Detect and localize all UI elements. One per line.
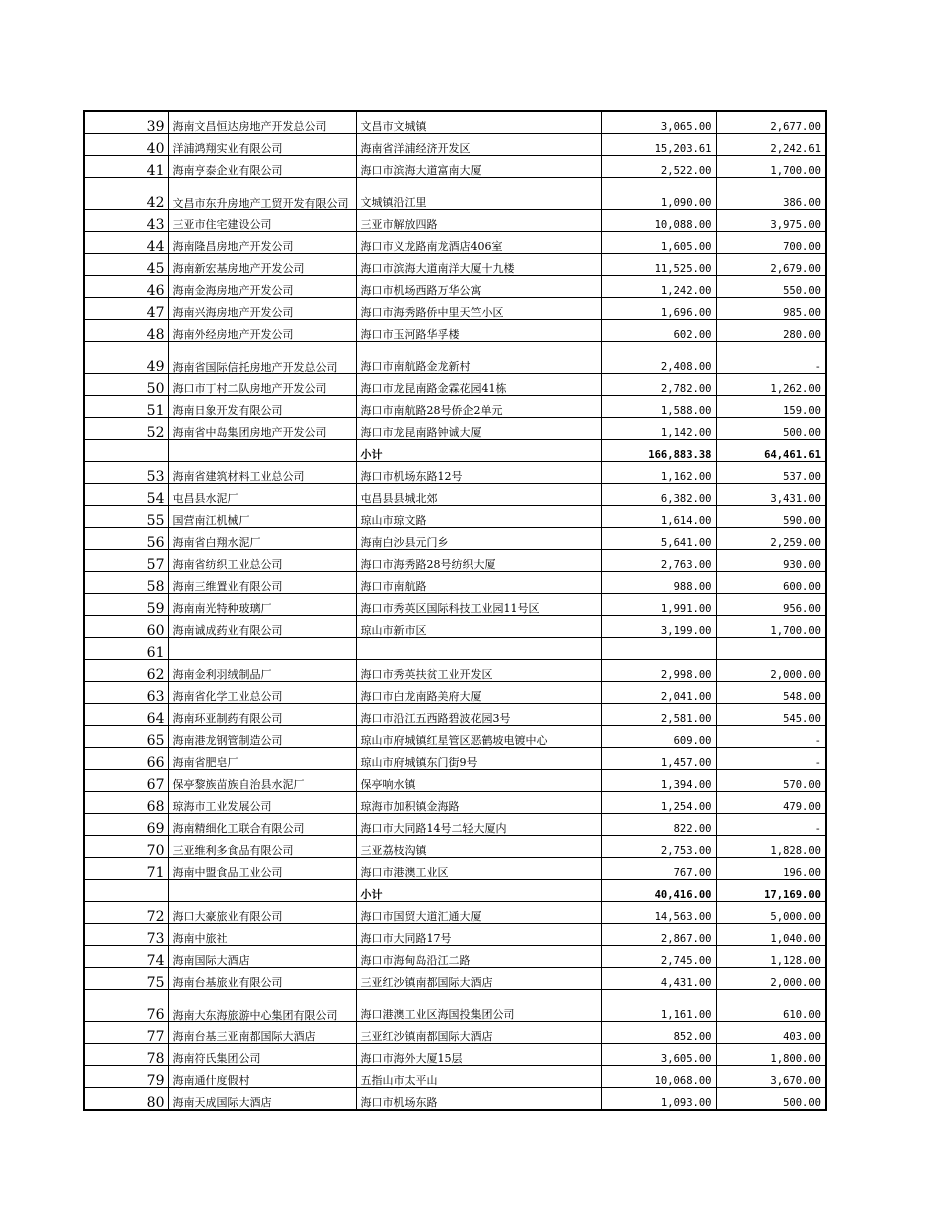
- amount-debt-cell: 1,700.00: [716, 616, 826, 638]
- company-address-cell: 海口港澳工业区海国投集团公司: [356, 990, 601, 1022]
- amount-debt-cell: 386.00: [716, 178, 826, 210]
- company-name-cell: 三亚市住宅建设公司: [168, 210, 356, 232]
- company-name-cell: 海南文昌恒达房地产开发总公司: [168, 111, 356, 134]
- row-number-cell: 62: [84, 660, 168, 682]
- company-address-cell: 海口市机场东路: [356, 1088, 601, 1111]
- company-address-cell: 海口市海秀路侨中里天竺小区: [356, 298, 601, 320]
- company-address-cell: 琼海市加积镇金海路: [356, 792, 601, 814]
- amount-debt-cell: 500.00: [716, 1088, 826, 1111]
- company-address-cell: 海口市机场西路万华公寓: [356, 276, 601, 298]
- table-row: [84, 902, 826, 924]
- row-number-cell: 40: [84, 134, 168, 156]
- amount-total-cell: 4,431.00: [601, 968, 716, 990]
- table-row: [84, 814, 826, 836]
- table-body: [84, 111, 826, 1110]
- amount-debt-cell: 3,431.00: [716, 484, 826, 506]
- company-name-cell: 海南三维置业有限公司: [168, 572, 356, 594]
- row-number-cell: 54: [84, 484, 168, 506]
- company-address-cell: 海口市玉河路华孚楼: [356, 320, 601, 342]
- amount-total-cell: 3,199.00: [601, 616, 716, 638]
- amount-total-cell: 2,998.00: [601, 660, 716, 682]
- company-name-cell: 海南中旅社: [168, 924, 356, 946]
- company-name-cell: 海南国际大酒店: [168, 946, 356, 968]
- company-name-cell: 保亭黎族苗族自治县水泥厂: [168, 770, 356, 792]
- row-number-cell: 57: [84, 550, 168, 572]
- amount-total-cell: 11,525.00: [601, 254, 716, 276]
- subtotal-row: [84, 440, 826, 462]
- row-number-cell: 51: [84, 396, 168, 418]
- company-address-cell: 琼山市府城镇红星管区恶鹤坡电镀中心: [356, 726, 601, 748]
- company-name-cell: 三亚维利多食品有限公司: [168, 836, 356, 858]
- company-name-cell: 海南省肥皂厂: [168, 748, 356, 770]
- amount-debt-cell: 1,800.00: [716, 1044, 826, 1066]
- amount-debt-cell: 610.00: [716, 990, 826, 1022]
- row-number-cell: 52: [84, 418, 168, 440]
- amount-debt-cell: 5,000.00: [716, 902, 826, 924]
- table-row: [84, 704, 826, 726]
- amount-total-cell: 2,763.00: [601, 550, 716, 572]
- company-name-cell: 海南环亚制药有限公司: [168, 704, 356, 726]
- row-number-cell: 41: [84, 156, 168, 178]
- company-address-cell: 海口市南航路: [356, 572, 601, 594]
- amount-debt-cell: 17,169.00: [716, 880, 826, 902]
- table-row: [84, 320, 826, 342]
- amount-total-cell: 1,614.00: [601, 506, 716, 528]
- table-row: [84, 276, 826, 298]
- table-row: [84, 374, 826, 396]
- amount-debt-cell: 479.00: [716, 792, 826, 814]
- table-row: [84, 594, 826, 616]
- table-row: [84, 156, 826, 178]
- table-row: [84, 342, 826, 374]
- company-name-cell: 国营南江机械厂: [168, 506, 356, 528]
- table-row: [84, 660, 826, 682]
- company-name-cell: 海南港龙钢管制造公司: [168, 726, 356, 748]
- row-number-cell: 80: [84, 1088, 168, 1111]
- amount-debt-cell: 590.00: [716, 506, 826, 528]
- company-name-cell: 海南台基三亚南都国际大酒店: [168, 1022, 356, 1044]
- company-address-cell: 海口市龙昆南路钟诚大厦: [356, 418, 601, 440]
- amount-total-cell: 10,068.00: [601, 1066, 716, 1088]
- company-name-cell: 海南隆昌房地产开发公司: [168, 232, 356, 254]
- row-number-cell: 43: [84, 210, 168, 232]
- company-address-cell: 海口市机场东路12号: [356, 462, 601, 484]
- row-number-cell: 56: [84, 528, 168, 550]
- row-number-cell: 58: [84, 572, 168, 594]
- debt-table: [83, 110, 827, 1111]
- amount-total-cell: 852.00: [601, 1022, 716, 1044]
- company-address-cell: 三亚红沙镇南都国际大酒店: [356, 968, 601, 990]
- amount-debt-cell: 2,000.00: [716, 968, 826, 990]
- company-address-cell: 海口市国贸大道汇通大厦: [356, 902, 601, 924]
- company-address-cell: 三亚荔枝沟镇: [356, 836, 601, 858]
- amount-total-cell: 1,991.00: [601, 594, 716, 616]
- company-address-cell: 海口市港澳工业区: [356, 858, 601, 880]
- amount-total-cell: 1,142.00: [601, 418, 716, 440]
- amount-total-cell: 2,753.00: [601, 836, 716, 858]
- company-name-cell: [168, 638, 356, 660]
- company-name-cell: 海口市丁村二队房地产开发公司: [168, 374, 356, 396]
- table-row: [84, 968, 826, 990]
- row-number-cell: 72: [84, 902, 168, 924]
- row-number-cell: 50: [84, 374, 168, 396]
- row-number-cell: 79: [84, 1066, 168, 1088]
- amount-debt-cell: 930.00: [716, 550, 826, 572]
- row-number-cell: 64: [84, 704, 168, 726]
- company-address-cell: 海口市海秀路28号纺织大厦: [356, 550, 601, 572]
- amount-total-cell: 14,563.00: [601, 902, 716, 924]
- row-number-cell: 67: [84, 770, 168, 792]
- row-number-cell: 77: [84, 1022, 168, 1044]
- company-name-cell: 洋浦鸿翔实业有限公司: [168, 134, 356, 156]
- amount-total-cell: 15,203.61: [601, 134, 716, 156]
- company-address-cell: 海口市大同路17号: [356, 924, 601, 946]
- amount-debt-cell: 548.00: [716, 682, 826, 704]
- company-name-cell: 琼海市工业发展公司: [168, 792, 356, 814]
- company-address-cell: 海口市南航路28号侨企2单元: [356, 396, 601, 418]
- company-name-cell: 海南省白翔水泥厂: [168, 528, 356, 550]
- company-name-cell: 海南台基旅业有限公司: [168, 968, 356, 990]
- table-row: [84, 682, 826, 704]
- amount-debt-cell: [716, 638, 826, 660]
- row-number-cell: [84, 880, 168, 902]
- row-number-cell: 48: [84, 320, 168, 342]
- table-row: [84, 178, 826, 210]
- amount-debt-cell: 1,040.00: [716, 924, 826, 946]
- company-address-cell: 三亚市解放四路: [356, 210, 601, 232]
- company-address-cell: 屯昌县县城北郊: [356, 484, 601, 506]
- amount-total-cell: 5,641.00: [601, 528, 716, 550]
- company-address-cell: 琼山市新市区: [356, 616, 601, 638]
- company-name-cell: 海南南光特种玻璃厂: [168, 594, 356, 616]
- amount-debt-cell: 537.00: [716, 462, 826, 484]
- table-row: [84, 418, 826, 440]
- amount-total-cell: 2,867.00: [601, 924, 716, 946]
- company-address-cell: 小计: [356, 440, 601, 462]
- amount-debt-cell: -: [716, 726, 826, 748]
- company-name-cell: 海南外经房地产开发公司: [168, 320, 356, 342]
- amount-total-cell: [601, 638, 716, 660]
- row-number-cell: [84, 440, 168, 462]
- company-name-cell: 海南大东海旅游中心集团有限公司: [168, 990, 356, 1022]
- row-number-cell: 47: [84, 298, 168, 320]
- row-number-cell: 75: [84, 968, 168, 990]
- company-address-cell: 海南白沙县元门乡: [356, 528, 601, 550]
- row-number-cell: 42: [84, 178, 168, 210]
- amount-debt-cell: 2,259.00: [716, 528, 826, 550]
- amount-total-cell: 1,394.00: [601, 770, 716, 792]
- company-name-cell: 海南诚成药业有限公司: [168, 616, 356, 638]
- table-row: [84, 792, 826, 814]
- table-row: [84, 462, 826, 484]
- row-number-cell: 39: [84, 111, 168, 134]
- company-address-cell: 三亚红沙镇南都国际大酒店: [356, 1022, 601, 1044]
- amount-total-cell: 2,408.00: [601, 342, 716, 374]
- table-row: [84, 924, 826, 946]
- company-name-cell: 海南新宏基房地产开发公司: [168, 254, 356, 276]
- row-number-cell: 49: [84, 342, 168, 374]
- row-number-cell: 70: [84, 836, 168, 858]
- amount-total-cell: 1,162.00: [601, 462, 716, 484]
- company-address-cell: 琼山市琼文路: [356, 506, 601, 528]
- row-number-cell: 71: [84, 858, 168, 880]
- amount-debt-cell: -: [716, 342, 826, 374]
- table-row: [84, 506, 826, 528]
- amount-debt-cell: 1,128.00: [716, 946, 826, 968]
- amount-debt-cell: 1,262.00: [716, 374, 826, 396]
- company-address-cell: 海口市南航路金龙新村: [356, 342, 601, 374]
- company-address-cell: 海南省洋浦经济开发区: [356, 134, 601, 156]
- table-row: [84, 1022, 826, 1044]
- company-name-cell: [168, 440, 356, 462]
- row-number-cell: 60: [84, 616, 168, 638]
- company-address-cell: 文城镇沿江里: [356, 178, 601, 210]
- table-row: [84, 111, 826, 134]
- amount-debt-cell: 600.00: [716, 572, 826, 594]
- amount-debt-cell: -: [716, 748, 826, 770]
- amount-total-cell: 1,588.00: [601, 396, 716, 418]
- amount-debt-cell: 2,677.00: [716, 111, 826, 134]
- amount-total-cell: 2,041.00: [601, 682, 716, 704]
- amount-total-cell: 1,457.00: [601, 748, 716, 770]
- amount-debt-cell: 64,461.61: [716, 440, 826, 462]
- company-name-cell: 屯昌县水泥厂: [168, 484, 356, 506]
- amount-total-cell: 1,254.00: [601, 792, 716, 814]
- company-name-cell: 海南金海房地产开发公司: [168, 276, 356, 298]
- table-row: [84, 990, 826, 1022]
- company-address-cell: 海口市义龙路南龙酒店406室: [356, 232, 601, 254]
- row-number-cell: 44: [84, 232, 168, 254]
- row-number-cell: 66: [84, 748, 168, 770]
- amount-total-cell: 822.00: [601, 814, 716, 836]
- row-number-cell: 65: [84, 726, 168, 748]
- company-name-cell: 海南省建筑材料工业总公司: [168, 462, 356, 484]
- table-row: [84, 210, 826, 232]
- amount-total-cell: 2,522.00: [601, 156, 716, 178]
- row-number-cell: 69: [84, 814, 168, 836]
- table-row: [84, 836, 826, 858]
- company-address-cell: 海口市沿江五西路碧波花园3号: [356, 704, 601, 726]
- company-name-cell: 海南通什度假村: [168, 1066, 356, 1088]
- amount-total-cell: 1,605.00: [601, 232, 716, 254]
- amount-total-cell: 767.00: [601, 858, 716, 880]
- amount-debt-cell: 500.00: [716, 418, 826, 440]
- amount-debt-cell: 2,679.00: [716, 254, 826, 276]
- table-row: [84, 748, 826, 770]
- company-address-cell: 小计: [356, 880, 601, 902]
- table-row: [84, 298, 826, 320]
- amount-debt-cell: 3,670.00: [716, 1066, 826, 1088]
- company-address-cell: 海口市龙昆南路金霖花园41栋: [356, 374, 601, 396]
- row-number-cell: 46: [84, 276, 168, 298]
- company-address-cell: 海口市滨海大道南洋大厦十九楼: [356, 254, 601, 276]
- table-row: [84, 528, 826, 550]
- amount-total-cell: 1,161.00: [601, 990, 716, 1022]
- company-address-cell: 海口市海甸岛沿江二路: [356, 946, 601, 968]
- amount-total-cell: 1,242.00: [601, 276, 716, 298]
- company-name-cell: 海南亨泰企业有限公司: [168, 156, 356, 178]
- amount-debt-cell: 1,828.00: [716, 836, 826, 858]
- amount-total-cell: 3,605.00: [601, 1044, 716, 1066]
- company-address-cell: 琼山市府城镇东门街9号: [356, 748, 601, 770]
- table-row: [84, 946, 826, 968]
- amount-total-cell: 609.00: [601, 726, 716, 748]
- company-name-cell: 海南省国际信托房地产开发总公司: [168, 342, 356, 374]
- amount-total-cell: 602.00: [601, 320, 716, 342]
- amount-debt-cell: 570.00: [716, 770, 826, 792]
- table-row: [84, 770, 826, 792]
- amount-debt-cell: 545.00: [716, 704, 826, 726]
- company-name-cell: 海南省化学工业总公司: [168, 682, 356, 704]
- amount-total-cell: 6,382.00: [601, 484, 716, 506]
- row-number-cell: 74: [84, 946, 168, 968]
- company-name-cell: 海南日象开发有限公司: [168, 396, 356, 418]
- table-row: [84, 232, 826, 254]
- table-row: [84, 858, 826, 880]
- table-row: [84, 1044, 826, 1066]
- amount-total-cell: 40,416.00: [601, 880, 716, 902]
- company-address-cell: [356, 638, 601, 660]
- company-address-cell: 海口市滨海大道富南大厦: [356, 156, 601, 178]
- company-name-cell: 海南精细化工联合有限公司: [168, 814, 356, 836]
- company-name-cell: 海南中盟食品工业公司: [168, 858, 356, 880]
- row-number-cell: 63: [84, 682, 168, 704]
- amount-debt-cell: 2,000.00: [716, 660, 826, 682]
- amount-total-cell: 10,088.00: [601, 210, 716, 232]
- company-name-cell: 海南符氏集团公司: [168, 1044, 356, 1066]
- amount-debt-cell: -: [716, 814, 826, 836]
- company-address-cell: 海口市大同路14号二轻大厦内: [356, 814, 601, 836]
- company-name-cell: 海南金利羽绒制品厂: [168, 660, 356, 682]
- amount-debt-cell: 985.00: [716, 298, 826, 320]
- table-row: [84, 638, 826, 660]
- company-name-cell: 海口大豪旅业有限公司: [168, 902, 356, 924]
- row-number-cell: 53: [84, 462, 168, 484]
- amount-total-cell: 1,696.00: [601, 298, 716, 320]
- company-name-cell: [168, 880, 356, 902]
- company-address-cell: 文昌市文城镇: [356, 111, 601, 134]
- row-number-cell: 76: [84, 990, 168, 1022]
- amount-debt-cell: 280.00: [716, 320, 826, 342]
- company-name-cell: 文昌市东升房地产工贸开发有限公司: [168, 178, 356, 210]
- company-address-cell: 海口市秀英扶贫工业开发区: [356, 660, 601, 682]
- amount-debt-cell: 403.00: [716, 1022, 826, 1044]
- row-number-cell: 45: [84, 254, 168, 276]
- row-number-cell: 55: [84, 506, 168, 528]
- company-name-cell: 海南省中岛集团房地产开发公司: [168, 418, 356, 440]
- amount-debt-cell: 700.00: [716, 232, 826, 254]
- amount-debt-cell: 159.00: [716, 396, 826, 418]
- company-address-cell: 保亭响水镇: [356, 770, 601, 792]
- table-row: [84, 550, 826, 572]
- company-name-cell: 海南天成国际大酒店: [168, 1088, 356, 1111]
- amount-total-cell: 166,883.38: [601, 440, 716, 462]
- row-number-cell: 73: [84, 924, 168, 946]
- amount-total-cell: 3,065.00: [601, 111, 716, 134]
- table-row: [84, 572, 826, 594]
- amount-total-cell: 2,782.00: [601, 374, 716, 396]
- row-number-cell: 68: [84, 792, 168, 814]
- subtotal-row: [84, 880, 826, 902]
- company-address-cell: 五指山市太平山: [356, 1066, 601, 1088]
- amount-total-cell: 988.00: [601, 572, 716, 594]
- amount-debt-cell: 550.00: [716, 276, 826, 298]
- amount-total-cell: 2,745.00: [601, 946, 716, 968]
- company-name-cell: 海南省纺织工业总公司: [168, 550, 356, 572]
- table-row: [84, 616, 826, 638]
- company-address-cell: 海口市白龙南路美府大厦: [356, 682, 601, 704]
- table-row: [84, 1066, 826, 1088]
- company-address-cell: 海口市秀英区国际科技工业园11号区: [356, 594, 601, 616]
- table-row: [84, 396, 826, 418]
- amount-debt-cell: 1,700.00: [716, 156, 826, 178]
- amount-total-cell: 2,581.00: [601, 704, 716, 726]
- amount-total-cell: 1,093.00: [601, 1088, 716, 1111]
- amount-total-cell: 1,090.00: [601, 178, 716, 210]
- row-number-cell: 61: [84, 638, 168, 660]
- amount-debt-cell: 2,242.61: [716, 134, 826, 156]
- row-number-cell: 78: [84, 1044, 168, 1066]
- table-row: [84, 134, 826, 156]
- table-row: [84, 1088, 826, 1111]
- company-name-cell: 海南兴海房地产开发公司: [168, 298, 356, 320]
- row-number-cell: 59: [84, 594, 168, 616]
- amount-debt-cell: 3,975.00: [716, 210, 826, 232]
- table-row: [84, 726, 826, 748]
- amount-debt-cell: 196.00: [716, 858, 826, 880]
- table-row: [84, 254, 826, 276]
- table-row: [84, 484, 826, 506]
- amount-debt-cell: 956.00: [716, 594, 826, 616]
- company-address-cell: 海口市海外大厦15层: [356, 1044, 601, 1066]
